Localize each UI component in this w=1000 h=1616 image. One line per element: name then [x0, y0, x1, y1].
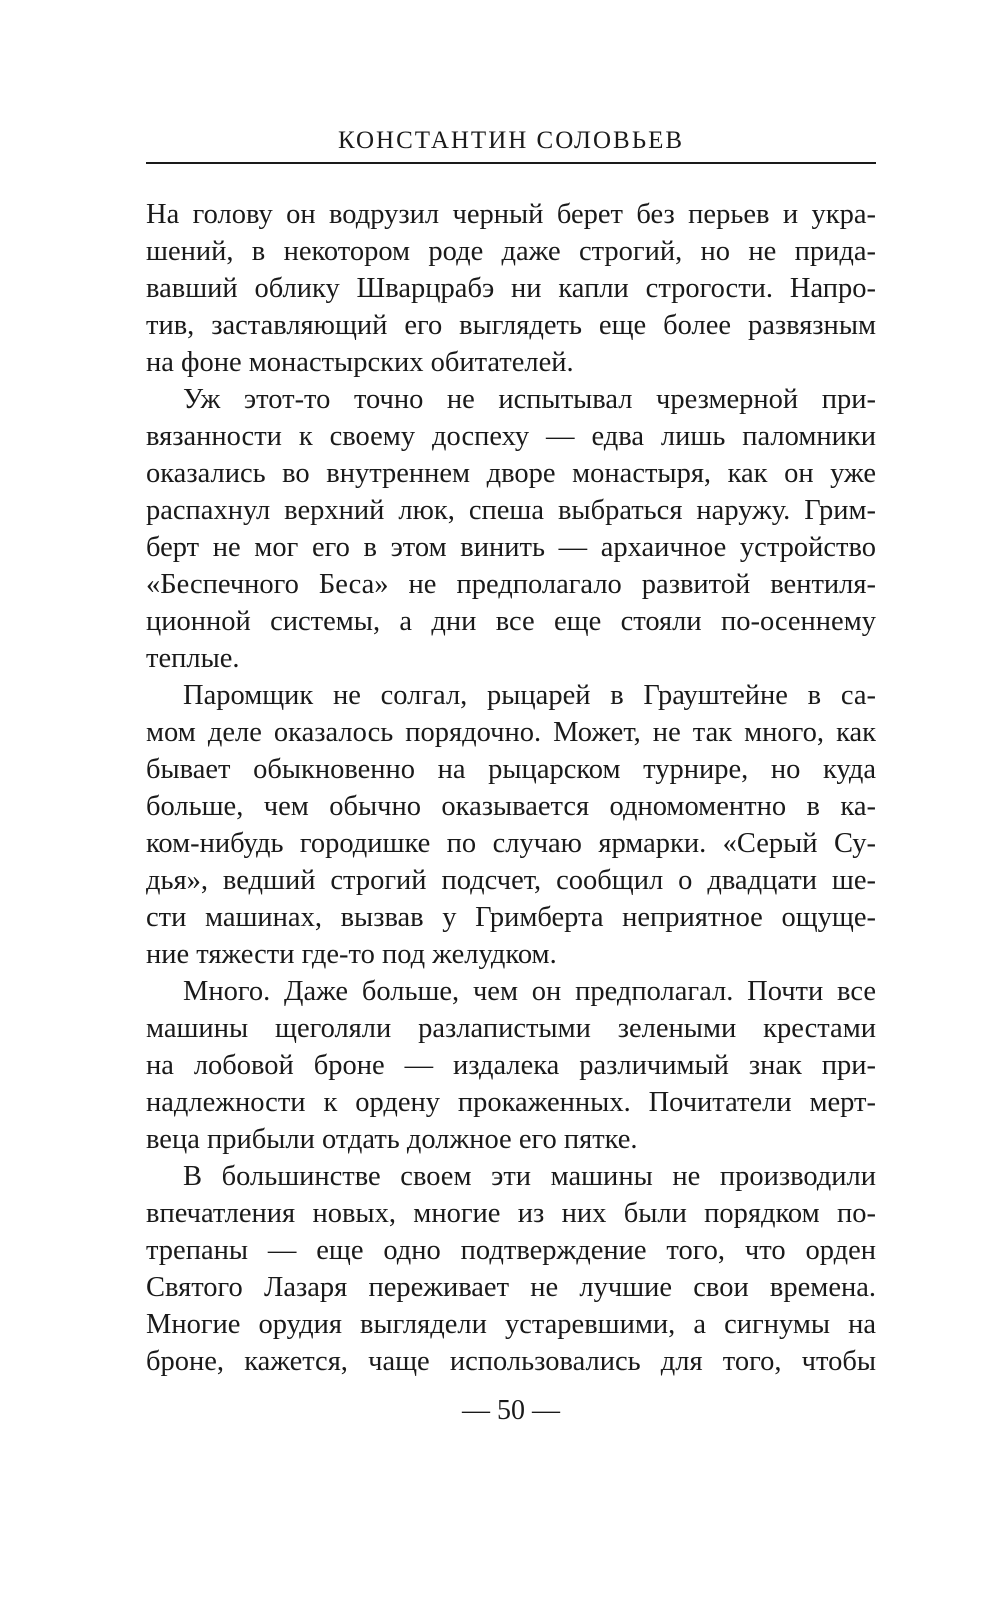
text-line: машины щеголяли разлапистыми зелеными крестами	[146, 1013, 876, 1044]
text-line: ние тяжести где-то под желудком.	[146, 939, 557, 970]
text-line: Много. Даже больше, чем он предполагал. Почти все	[183, 976, 876, 1007]
text-line: Уж этот-то точно не испытывал чрезмерной при-	[183, 384, 876, 415]
text-line: оказались во внутреннем дворе монастыря, как он уже	[146, 458, 876, 489]
text-line: броне, кажется, чаще использовались для того, чтобы	[146, 1346, 876, 1377]
text-line: надлежности к ордену прокаженных. Почитатели мерт-	[146, 1087, 876, 1118]
text-line: Паромщик не солгал, рыцарей в Грауштейне в са-	[183, 680, 876, 711]
text-line: Многие орудия выглядели устаревшими, а сигнумы на	[146, 1309, 876, 1340]
header-rule	[146, 162, 876, 164]
text-line: В большинстве своем эти машины не производили	[183, 1161, 876, 1192]
text-line: На голову он водрузил черный берет без перьев и укра-	[146, 199, 876, 230]
text-line: бывает обыкновенно на рыцарском турнире, но куда	[146, 754, 876, 785]
text-line: сти машинах, вызвав у Гримберта неприятное ощуще-	[146, 902, 876, 933]
text-line: тив, заставляющий его выглядеть еще более развязным	[146, 310, 876, 341]
text-line: ком-нибудь городишке по случаю ярмарки. «Серый Су-	[146, 828, 876, 859]
text-line: шений, в некотором роде даже строгий, но не прида-	[146, 236, 876, 267]
text-line: трепаны — еще одно подтверждение того, что орден	[146, 1235, 876, 1266]
text-line: на фоне монастырских обитателей.	[146, 347, 574, 378]
text-line: «Беспечного Беса» не предполагало развитой вентиля-	[146, 569, 876, 600]
text-line: теплые.	[146, 643, 240, 674]
text-line: на лобовой броне — издалека различимый знак при-	[146, 1050, 876, 1081]
text-line: больше, чем обычно оказывается одномоментно в ка-	[146, 791, 876, 822]
page-number: — 50 —	[462, 1395, 560, 1426]
text-line: берт не мог его в этом винить — архаичное устройство	[146, 532, 876, 563]
text-line: мом деле оказалось порядочно. Может, не так много, как	[146, 717, 876, 748]
text-line: Святого Лазаря переживает не лучшие свои времена.	[146, 1272, 876, 1303]
running-head: КОНСТАНТИН СОЛОВЬЕВ	[337, 127, 685, 154]
text-line: впечатления новых, многие из них были порядком по-	[146, 1198, 876, 1229]
text-line: распахнул верхний люк, спеша выбраться наружу. Грим-	[146, 495, 876, 526]
text-line: дья», ведший строгий подсчет, сообщил о двадцати ше-	[146, 865, 876, 896]
text-line: вавший облику Шварцрабэ ни капли строгости. Напро-	[146, 273, 876, 304]
text-line: вязанности к своему доспеху — едва лишь паломники	[146, 421, 876, 452]
text-line: ционной системы, а дни все еще стояли по-осеннему	[146, 606, 876, 637]
body-text	[146, 196, 876, 1380]
text-line: веца прибыли отдать должное его пятке.	[146, 1124, 638, 1155]
